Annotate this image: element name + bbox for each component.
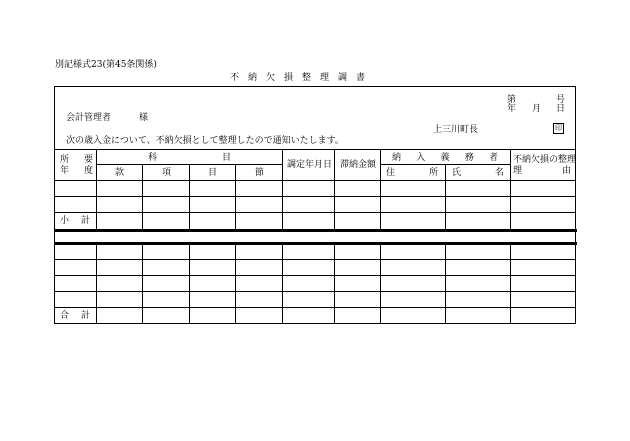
col-name-char: 氏 (452, 168, 462, 178)
row-line (54, 212, 576, 213)
subtotal-char: 計 (80, 216, 90, 226)
subtotal-label (60, 216, 90, 226)
col-line (445, 244, 446, 324)
col-line (380, 149, 381, 231)
col-payer-name (452, 168, 504, 178)
table-top-line (54, 149, 576, 150)
col-line (510, 149, 511, 231)
addressee: 会計管理者 (66, 113, 112, 123)
col-line (142, 164, 143, 231)
total-char: 合 (60, 311, 70, 321)
col-reason-char: 理 (513, 166, 523, 176)
col-line (510, 244, 511, 324)
col-adjust-date: 調定年月日 (287, 160, 333, 170)
total-char: 計 (80, 311, 90, 321)
col-line (334, 149, 335, 231)
issuer: 上三川町長 (433, 125, 479, 135)
col-line (445, 164, 446, 231)
seal-mark: 印 (555, 124, 562, 132)
col-line (189, 244, 190, 324)
date-month: 月 (532, 104, 542, 114)
col-fiscal-char: 年 (60, 166, 70, 176)
col-line (282, 149, 283, 231)
col-line (334, 244, 335, 324)
col-account-char: 目 (222, 153, 232, 163)
col-sub-kan: 款 (115, 168, 125, 178)
col-fiscal-char: 度 (84, 166, 94, 176)
date-year: 年 (507, 104, 517, 114)
row-line (54, 275, 576, 276)
col-line (235, 164, 236, 231)
col-arrears: 滞納金額 (340, 160, 377, 170)
col-sub-moku: 目 (208, 168, 218, 178)
col-sub-setsu: 節 (255, 168, 265, 178)
col-line (282, 244, 283, 324)
section-separator (54, 242, 577, 245)
form-id: 別記様式23(第45条関係) (55, 60, 157, 70)
row-line (54, 196, 576, 197)
col-reason-char: 由 (561, 166, 571, 176)
form-frame (54, 86, 576, 324)
col-payer (392, 153, 498, 163)
col-reason: 不納欠損の整理 (513, 155, 577, 165)
col-line (189, 164, 190, 231)
col-payer-char: 者 (488, 153, 498, 163)
honorific: 様 (139, 113, 149, 123)
number-prefix: 第 (507, 95, 517, 105)
notice-message: 次の歳入金について、不納欠損として整理したので通知いたします。 (66, 136, 344, 146)
date-day: 日 (556, 104, 566, 114)
col-reason-sub (513, 166, 571, 176)
col-address-char: 住 (386, 168, 396, 178)
subtotal-char: 小 (60, 216, 70, 226)
col-payer-char: 入 (416, 153, 426, 163)
col-fiscal-char: 所 (60, 155, 70, 165)
total-label (60, 311, 90, 321)
row-line (54, 259, 576, 260)
col-name-char: 名 (494, 168, 504, 178)
col-payer-char: 納 (392, 153, 402, 163)
col-line (380, 244, 381, 324)
number-suffix: 号 (556, 95, 566, 105)
row-line (54, 291, 576, 292)
col-line (142, 244, 143, 324)
col-address-char: 所 (428, 168, 438, 178)
col-fiscal-char: 要 (84, 155, 94, 165)
col-payer-char: 務 (464, 153, 474, 163)
col-line (235, 244, 236, 324)
col-payer-address (386, 168, 438, 178)
col-payer-char: 義 (440, 153, 450, 163)
document-title: 不納欠損整理調書 (230, 73, 375, 83)
col-line (96, 244, 97, 324)
col-line (96, 149, 97, 231)
row-line (54, 307, 576, 308)
col-sub-kou: 項 (162, 168, 172, 178)
subtotal-separator (54, 229, 577, 232)
header-bottom-line (54, 180, 576, 181)
col-account-char: 科 (148, 153, 158, 163)
